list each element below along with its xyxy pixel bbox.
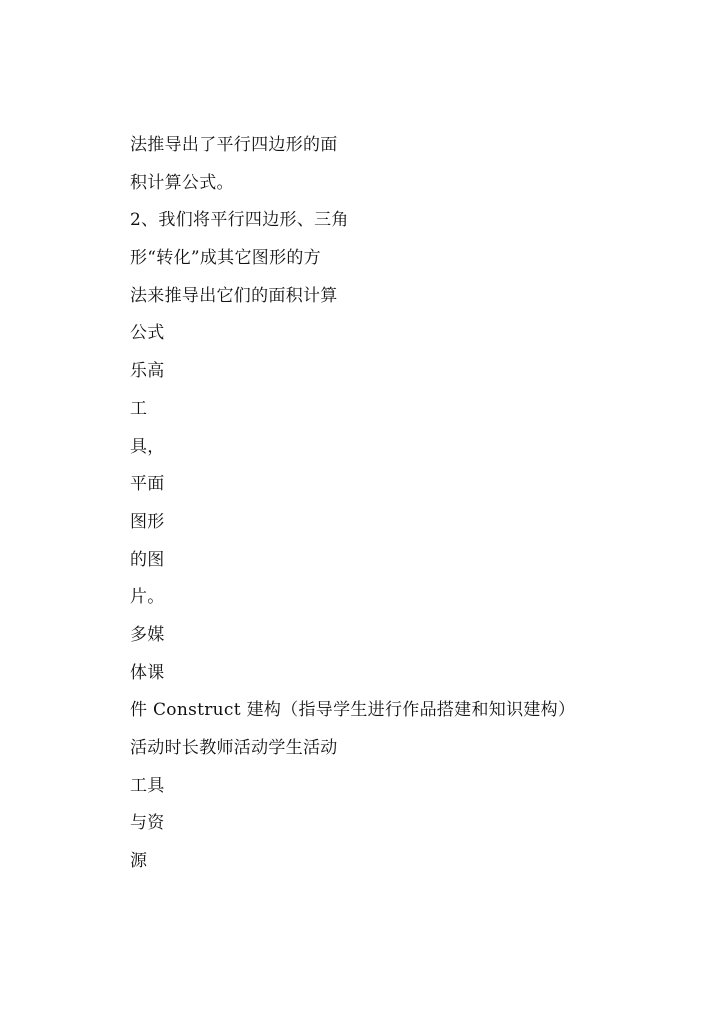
text-line: 法来推导出它们的面积计算: [130, 285, 338, 306]
text-line: 多媒: [130, 624, 165, 645]
text-line: 工: [130, 398, 148, 419]
text-line: 具，: [130, 436, 165, 457]
text-line: 与资: [130, 813, 165, 834]
text-line: 工具: [130, 775, 165, 796]
text-line: 体课: [130, 662, 165, 683]
text-line: 形“转化”成其它图形的方: [130, 248, 321, 269]
text-line: 件 Construct 建构（指导学生进行作品搭建和知识建构）: [130, 700, 576, 721]
text-line: 片。: [130, 587, 165, 608]
text-line: 乐高: [130, 361, 165, 382]
text-line: 活动时长教师活动学生活动: [130, 738, 338, 758]
text-line: 的图: [130, 549, 165, 570]
text-line: 法推导出了平行四边形的面: [130, 135, 338, 155]
text-line: 源: [130, 851, 148, 872]
text-line: 图形: [130, 511, 165, 532]
document-text-body: [130, 132, 575, 886]
text-line: 公式: [130, 323, 165, 344]
text-line: 2、我们将平行四边形、三角: [130, 210, 349, 231]
text-line: 积计算公式。: [130, 172, 234, 193]
text-line: 平面: [130, 474, 165, 495]
